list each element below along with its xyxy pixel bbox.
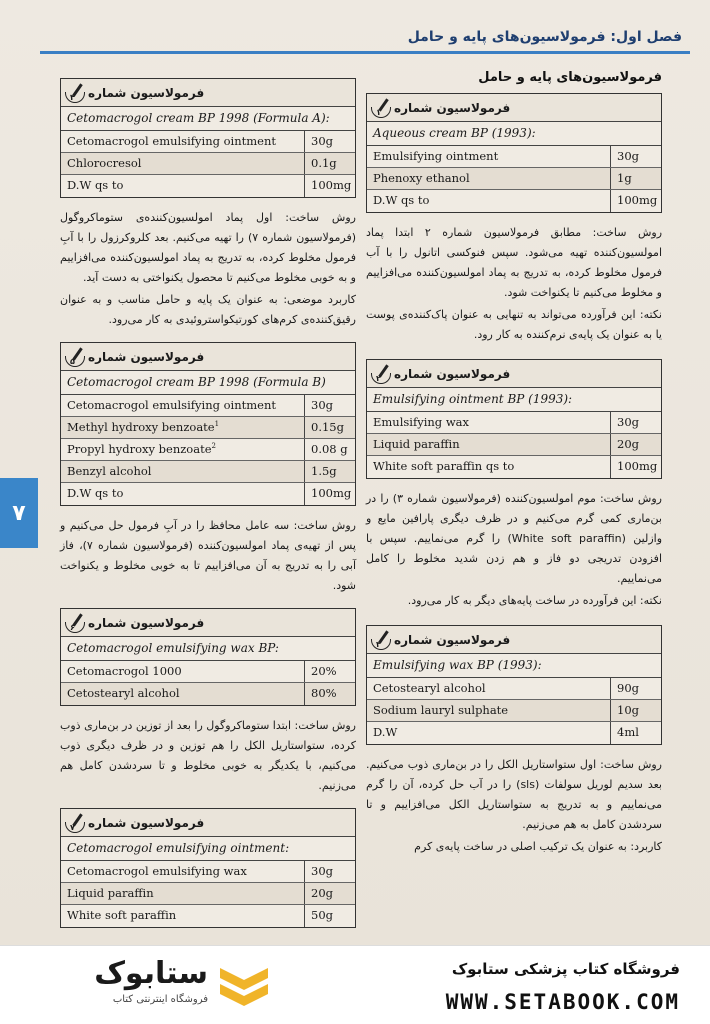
ingredient: Cetomacrogol emulsifying ointment [61,131,305,152]
amount: 30g [311,864,333,878]
mortar-pestle-icon [370,364,394,384]
mortar-pestle-icon [64,613,88,633]
formula-title-label: فرمولاسیون شماره [394,366,511,381]
formula-table-3 [366,625,662,745]
right-column [366,70,662,859]
table-row [61,131,355,153]
store-footer [0,945,710,1024]
amount: 0.15g [311,420,344,434]
amount: 1.5g [311,464,337,478]
formula-subtitle: Emulsifying ointment BP (1993): [367,388,661,412]
table-row [61,175,355,197]
mortar-pestle-icon [64,83,88,103]
ingredient: White soft paraffin [61,905,305,927]
table-row [367,700,661,722]
amount: 1g [617,171,632,185]
amount: 90g [617,681,639,695]
formula-subtitle: Cetomacrogol cream BP 1998 (Formula B) [61,371,355,395]
formula-number: ۶ [70,622,75,632]
table-row [367,412,661,434]
logo-wordmark: ستابوک [94,956,208,991]
table-row [367,168,661,190]
ingredient: Cetostearyl alcohol [61,683,305,705]
ingredient: D.W [367,722,611,744]
formula-title [61,79,355,107]
table-row [61,417,355,439]
ingredient: Sodium lauryl sulphate [367,700,611,721]
ingredient: White soft paraffin qs to [367,456,611,478]
ingredient: D.W qs to [61,175,305,197]
table-row [367,722,661,744]
amount: 10g [617,703,639,717]
table-row [61,661,355,683]
left-column [60,78,356,938]
ingredient: Liquid paraffin [367,434,611,455]
method-paragraph: روش ساخت: مطابق فرمولاسیون شماره ۲ ابتدا پماد امولسیون‌کننده تهیه می‌شود. سپس فنوکسی اتانول را با آب فرمول مخلوط کرده، به تدریج به پماد امولسیون‌کننده می‌افزاییم و مخلوط می‌کنیم تا یکنواخت شود. [366,226,663,299]
method-paragraph: روش ساخت: اول ستواستاریل الکل را در بن‌ماری ذوب می‌کنیم. بعد سدیم لوریل سولفات (sls) را در آب حل کرده، آن را گرم می‌نماییم و به تدریج به ستواستاریل الکل می‌افزاییم و تا سردشدن کامل به هم می‌زنیم. [366,758,662,831]
footnote-marker: 2 [211,442,216,451]
table-row [367,434,661,456]
logo-tagline: فروشگاه اینترنتی کتاب [112,994,208,1005]
ingredient: Cetomacrogol emulsifying ointment [61,395,305,416]
formula-title-label: فرمولاسیون شماره [88,815,205,830]
formula-title-label: فرمولاسیون شماره [88,349,205,364]
formula-table-2 [366,359,662,479]
formula-title [61,343,355,371]
amount: 30g [311,134,333,148]
ingredient: D.W qs to [61,483,305,505]
ingredient: D.W qs to [367,190,611,212]
formula-subtitle: Emulsifying wax BP (1993): [367,654,661,678]
formula-table-6 [60,608,356,706]
ingredient: Phenoxy ethanol [367,168,611,189]
table-row [61,483,355,505]
table-row [61,883,355,905]
store-logo[interactable] [18,956,278,1016]
formula-table-5 [60,342,356,506]
table-row [61,153,355,175]
mortar-pestle-icon [64,347,88,367]
mortar-pestle-icon [64,813,88,833]
chapter-title: فصل اول: فرمولاسیون‌های پایه و حامل [407,29,682,45]
amount: 30g [617,149,639,163]
table-row [61,395,355,417]
section-title: فرمولاسیون‌های پایه و حامل [478,70,662,85]
usage-paragraph: کاربرد موضعی: به عنوان یک پایه و حامل مناسب و به عنوان رقیق‌کننده‌ی کرم‌های کورتیکواستروئیدی به کار می‌رود. [60,293,356,326]
page-header [40,20,690,54]
amount: 4ml [617,725,639,739]
ingredient: Liquid paraffin [61,883,305,904]
mortar-pestle-icon [370,98,394,118]
ingredient: Cetomacrogol 1000 [61,661,305,682]
amount: 50g [311,908,333,922]
note-paragraph: نکته: این فرآورده در ساخت پایه‌های دیگر به کار می‌رود. [407,594,662,607]
usage-paragraph: کاربرد: به عنوان یک ترکیب اصلی در ساخت پایه‌ی کرم [414,840,662,853]
amount: 0.1g [311,156,337,170]
store-name: فروشگاه کتاب پزشکی ستابوک [451,960,680,978]
formula-title [61,609,355,637]
ingredient: Cetostearyl alcohol [367,678,611,699]
note-paragraph: نکته: این فرآورده می‌تواند به تنهایی به عنوان پاک‌کننده‌ی پوست یا به عنوان یک پایه‌ی نرم‌کننده به کار رود. [366,308,662,341]
table-row [367,456,661,478]
amount: 80% [311,686,337,700]
amount: 100mg [311,486,352,500]
table-row [367,190,661,212]
ingredient: Propyl hydroxy benzoate$^2$ [61,439,305,460]
chapter-tab: ۷ [0,478,38,548]
table-row [61,861,355,883]
formula-number: ۵ [70,356,75,366]
formula-title [367,360,661,388]
formula-title-label: فرمولاسیون شماره [88,85,205,100]
ingredient: Emulsifying wax [367,412,611,433]
amount: 100mg [311,178,352,192]
table-row [61,905,355,927]
formula-subtitle: Cetomacrogol cream BP 1998 (Formula A): [61,107,355,131]
amount: 20% [311,664,337,678]
method-paragraph: روش ساخت: ابتدا ستوماکروگول را بعد از توزین در بن‌ماری ذوب کرده، ستواستاریل الکل را هم توزین و در ظرف دیگری ذوب می‌کنیم، با یکدیگر به خوبی مخلوط و تا سردشدن کامل هم می‌زنیم. [60,719,356,792]
formula-number: ۲ [376,373,381,383]
formula-number: ۱ [376,107,381,117]
ingredient: Emulsifying ointment [367,146,611,167]
formula-title [367,626,661,654]
amount: 20g [617,437,639,451]
ingredient: Methyl hydroxy benzoate$^1$ [61,417,305,438]
formula-title [61,809,355,837]
table-row [61,683,355,705]
amount: 30g [617,415,639,429]
book-chevron-icon [214,960,274,1012]
table-row [61,439,355,461]
method-paragraph: روش ساخت: اول پماد امولسیون‌کننده‌ی ستوماکروگول (فرمولاسیون شماره ۷) را تهیه می‌کنیم. بعد کلروکرزول را با آبِ فرمول مخلوط کرده، به تدریج به پماد امولسیون‌کننده می‌افزاییم و به خوبی مخلوط می‌کنیم تا محصول یکنواختی به دست آید. [60,211,356,284]
formula-table-1 [366,93,662,213]
amount: 20g [311,886,333,900]
table-row [367,146,661,168]
method-paragraph: روش ساخت: سه عامل محافظ را در آبِ فرمول حل می‌کنیم و پس از تهیه‌ی پماد امولسیون‌کننده (فرمولاسیون شماره ۷)، فاز آبی را به تدریج به آن می‌افزاییم تا به خوبی مخلوط و یکنواخت شود. [60,519,356,592]
mortar-pestle-icon [370,630,394,650]
formula-subtitle: Cetomacrogol emulsifying wax BP: [61,637,355,661]
formula-subtitle: Cetomacrogol emulsifying ointment: [61,837,355,861]
formula-subtitle: Aqueous cream BP (1993): [367,122,661,146]
amount: 100mg [617,459,658,473]
ingredient: Benzyl alcohol [61,461,305,482]
store-url[interactable]: WWW.SETABOOK.COM [445,990,680,1014]
formula-title-label: فرمولاسیون شماره [88,615,205,630]
amount: 30g [311,398,333,412]
header-divider [40,51,690,54]
formula-title [367,94,661,122]
amount: 100mg [617,193,658,207]
table-row [61,461,355,483]
formula-title-label: فرمولاسیون شماره [394,100,511,115]
ingredient: Cetomacrogol emulsifying wax [61,861,305,882]
method-paragraph: روش ساخت: موم امولسیون‌کننده (فرمولاسیون شماره ۳) را در بن‌ماری کمی گرم می‌کنیم و در ظرف دیگری پارافین مایع و وازلین (White soft paraffin) را گرم می‌نماییم. سپس با افزودن تدریجی دو فاز و هم زدن شدید مخلوط را کامل می‌نماییم. [366,492,663,585]
footnote-marker: 1 [214,420,220,429]
formula-title-label: فرمولاسیون شماره [394,632,511,647]
formula-number: ۷ [70,822,75,832]
ingredient: Chlorocresol [61,153,305,174]
amount: 0.08 g [311,442,348,456]
table-row [367,678,661,700]
formula-table-7 [60,808,356,928]
formula-number: ۳ [376,639,381,649]
formula-table-4 [60,78,356,198]
formula-number: ۴ [70,92,75,102]
